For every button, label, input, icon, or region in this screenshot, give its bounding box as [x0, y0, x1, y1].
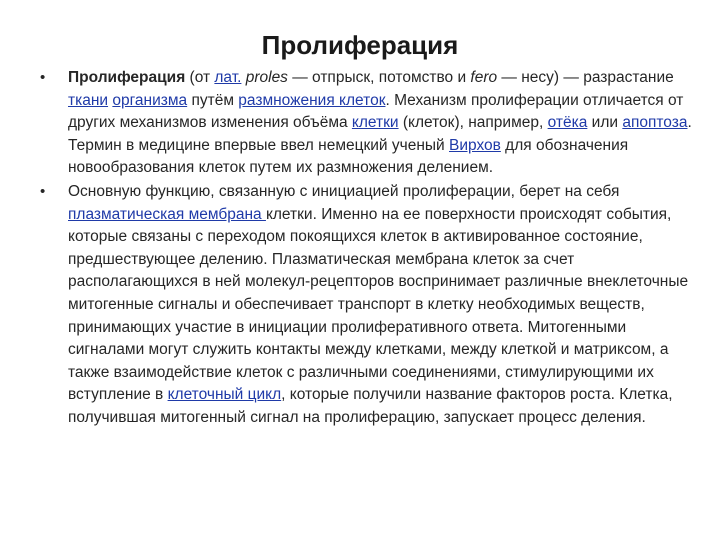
latin-fero: fero: [470, 69, 498, 86]
link-organizma[interactable]: организма: [112, 91, 188, 109]
bullet-icon: •: [40, 69, 46, 86]
text-segment: (клеток), например,: [398, 114, 548, 132]
text-segment: . Термин в медицине впервые ввел немецкий ученый: [68, 114, 692, 154]
text-segment: — отпрыск, потомство и: [287, 69, 471, 86]
latin-proles: proles: [245, 69, 288, 86]
link-tkani[interactable]: ткани: [68, 91, 109, 109]
bullet-item-function: [40, 181, 692, 430]
bullet-item-definition: [40, 67, 692, 180]
link-kletki[interactable]: клетки: [351, 114, 399, 132]
slide-title: Пролиферация: [261, 30, 459, 60]
bullet-icon: •: [40, 182, 46, 200]
text-segment: путём: [187, 91, 239, 109]
link-razmnozheniya-kletok[interactable]: размножения клеток: [238, 91, 386, 109]
text-segment: — несу) — разрастание: [497, 69, 674, 86]
text-segment: Основную функцию, связанную с инициацией пролиферации, берет на себя: [68, 182, 620, 200]
link-kletochnyy-cikl[interactable]: клеточный цикл: [167, 386, 282, 404]
text-segment: , которые получили название факторов роста. Клетка, получившая митогенный сигнал на пролиферацию, запускает процесс деления.: [68, 386, 673, 426]
link-apoptoza[interactable]: апоптоза: [622, 114, 688, 132]
link-plazmaticheskaya-membrana[interactable]: плазматическая мембрана: [68, 205, 266, 223]
link-lat[interactable]: лат.: [214, 69, 242, 86]
term-proliferation: Пролиферация: [68, 69, 186, 86]
text-segment: (от: [185, 69, 215, 86]
text-segment: или: [587, 114, 623, 132]
text-segment: . Механизм пролиферации отличается от других механизмов изменения объёма: [68, 91, 684, 132]
text-segment: для обозначения новообразования клеток путем их размножения делением.: [68, 136, 629, 177]
text-segment: клетки. Именно на ее поверхности происходят события, которые связаны с переходом покоящихся клеток в активированное состояние, предшествующее делению. Плазматическая мембрана клеток за счет располагающихся в ней молекул-рецепторов воспринимает различные внеклеточные митогенные сигналы и обеспечивает транспорт в клетку необходимых веществ, принимающих участие в инициации пролиферативного ответа. Митогенными сигналами могут служить контакты между клетками, между клеткой и матриксом, а также взаимодействие клеток с различными соединениями, стимулирующими их вступление в: [68, 205, 689, 404]
bullet-list: [40, 67, 692, 431]
link-virkhov[interactable]: Вирхов: [449, 136, 501, 154]
link-oteka[interactable]: отёка: [547, 114, 588, 132]
